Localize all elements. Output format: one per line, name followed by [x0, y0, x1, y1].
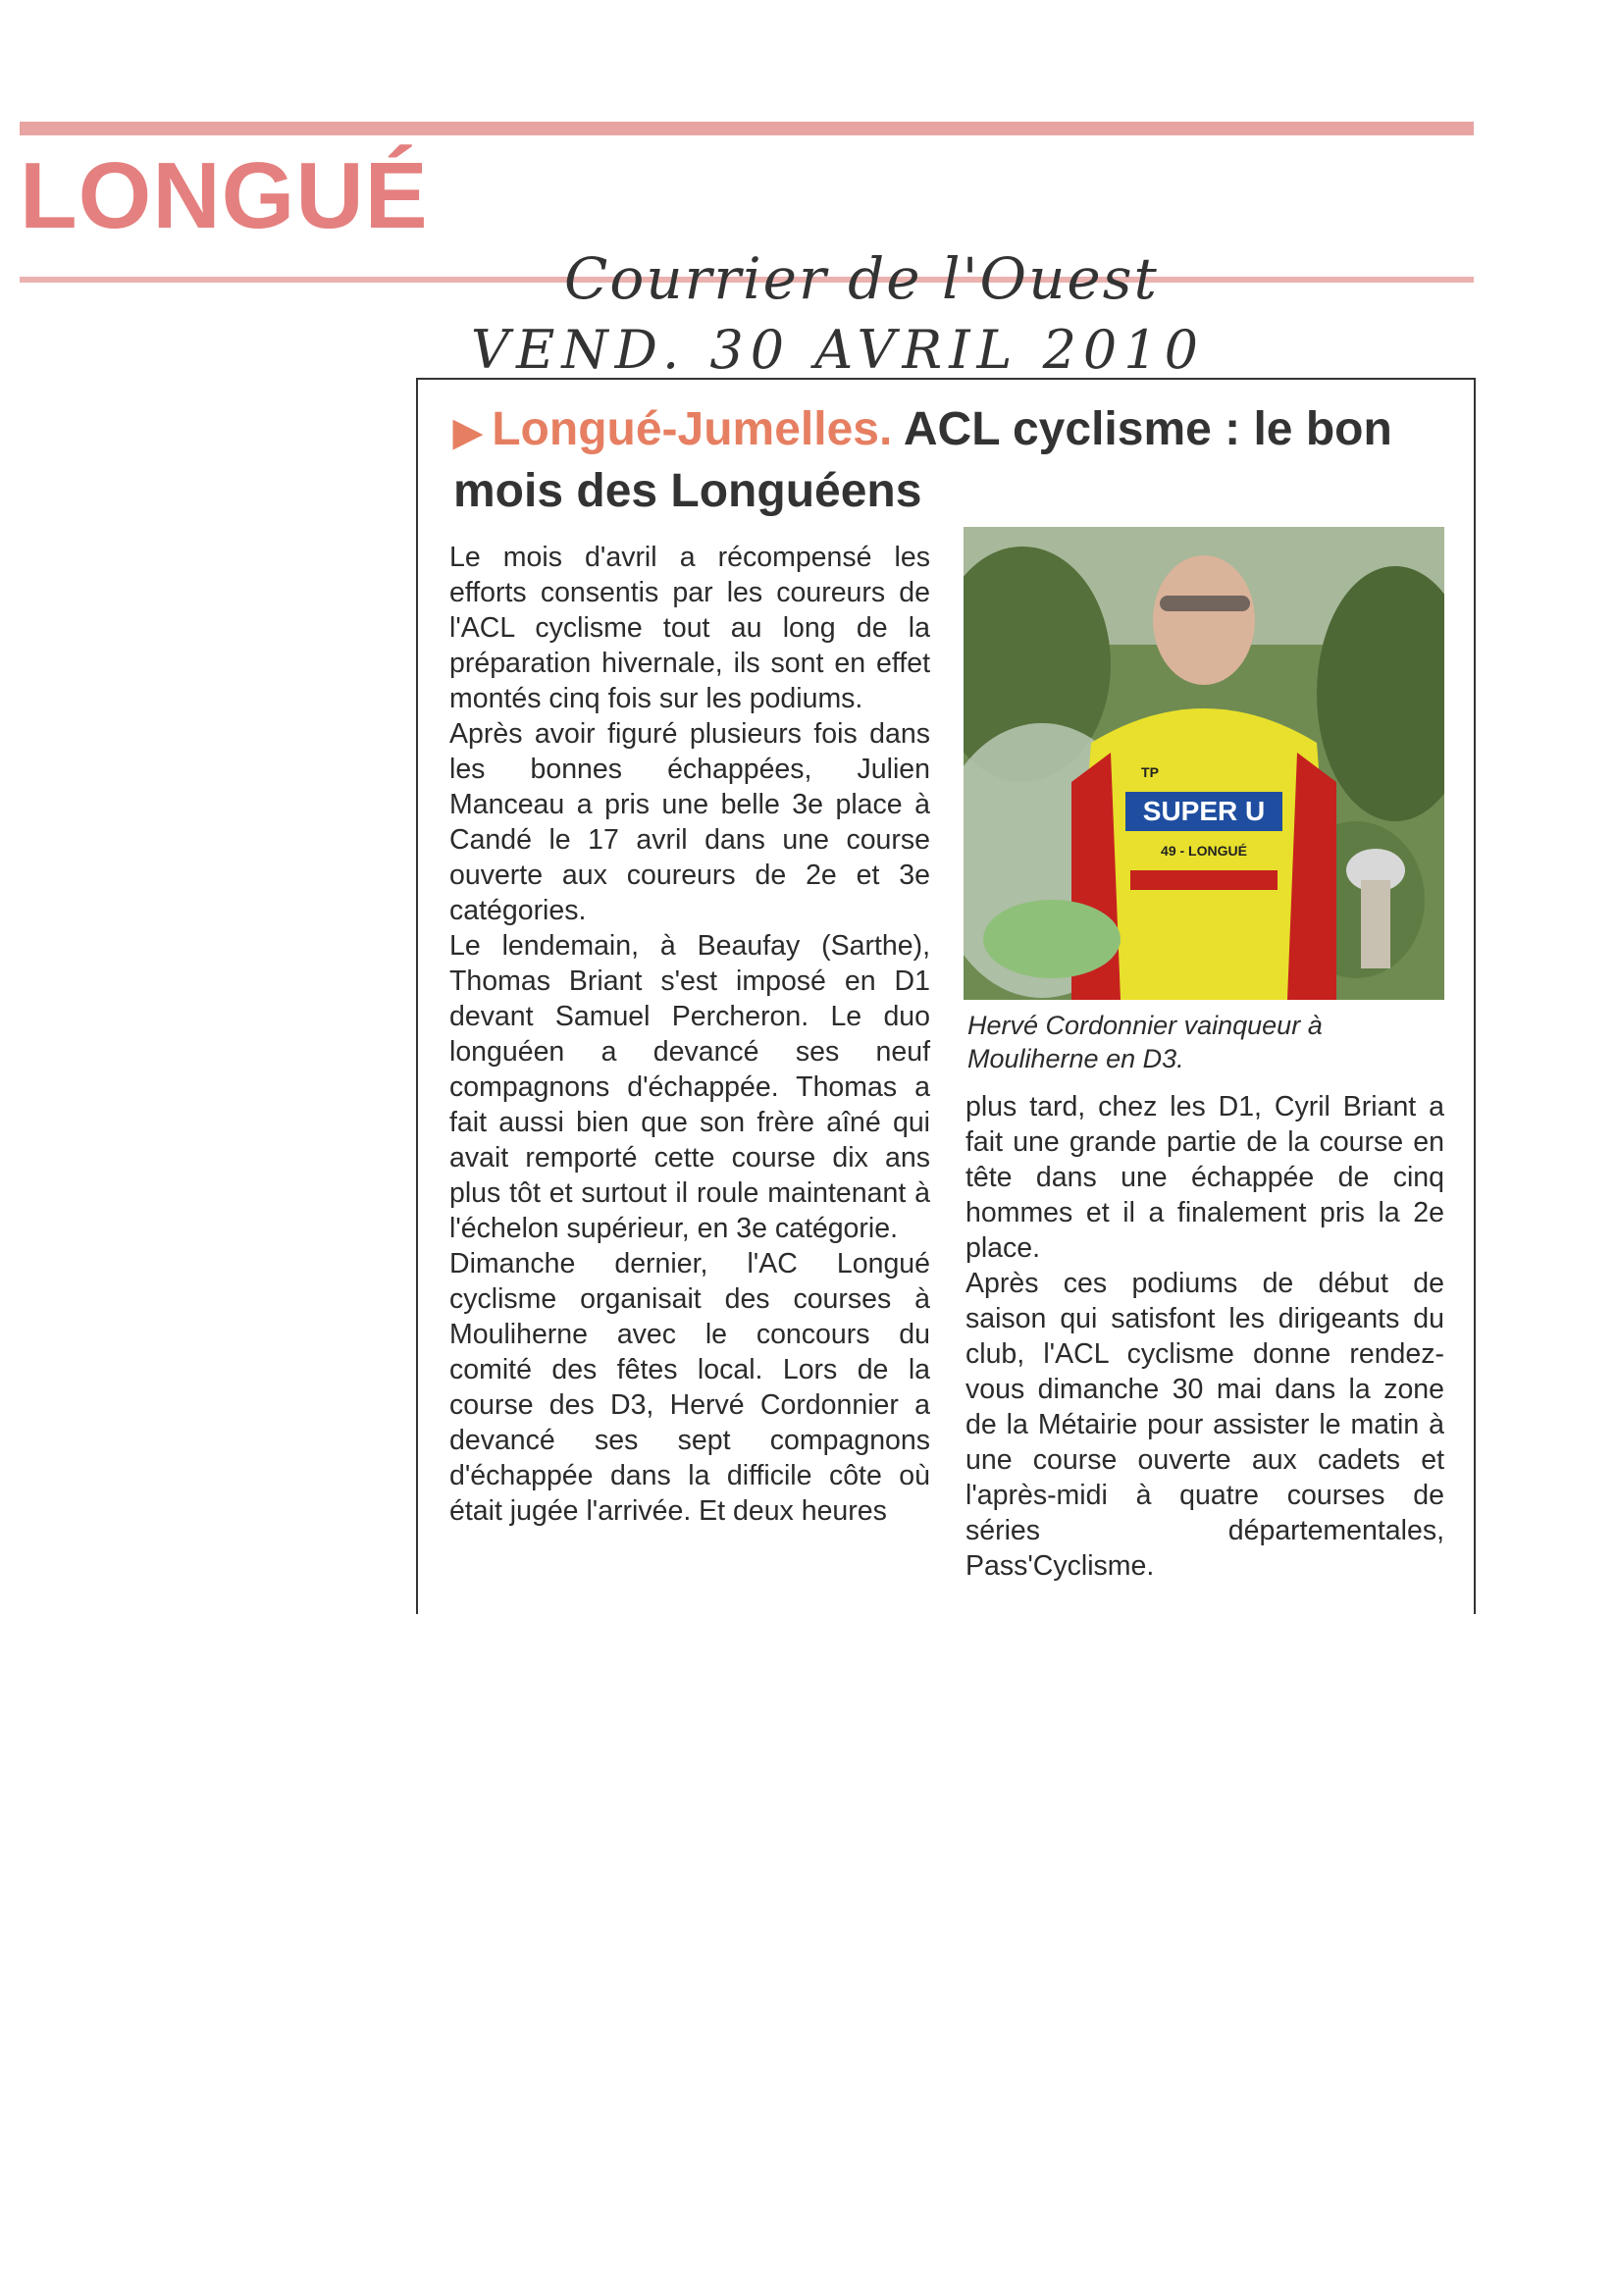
cyclist-photo — [964, 527, 1444, 1000]
handwritten-date: VEND. 30 AVRIL 2010 — [471, 319, 1205, 381]
paragraph: Après avoir figuré plusieurs fois dans les bonnes échappées, Julien Manceau a pris une belle 3e place à Candé le 17 avril dans une course ouverte aux coureurs de 2e et 3e catégories. — [449, 718, 930, 926]
article-headline — [453, 400, 1454, 521]
article-column-right — [965, 1089, 1444, 1584]
paragraph: Le mois d'avril a récompensé les efforts consentis par les coureurs de l'ACL cyclisme tout au long de la préparation hivernale, ils sont en effet montés cinq fois sur les podiums. — [449, 542, 930, 714]
headline-place: Longué-Jumelles. — [492, 403, 893, 455]
headline-text: ACL cyclisme : le bon mois des Longuéens — [453, 403, 1392, 517]
section-title: LONGUÉ — [20, 143, 429, 248]
paragraph: Après ces podiums de début de saison qui satisfont les dirigeants du club, l'ACL cyclisme donne rendez-vous dimanche 30 mai dans la zone de la Métairie pour assister le matin à une course ouverte aux cadets et l'après-midi à quatre courses de séries départementales, Pass'Cyclisme. — [965, 1268, 1444, 1582]
paragraph: plus tard, chez les D1, Cyril Briant a fait une grande partie de la course en tête dans une échappée de cinq hommes et il a finalement pris la 2e place. — [965, 1091, 1444, 1264]
article-column-left — [449, 540, 930, 1529]
triangle-arrow-icon: ▶ — [453, 412, 483, 453]
paragraph: Dimanche dernier, l'AC Longué cyclisme organisait des courses à Mouliherne avec le concours du comité des fêtes local. Lors de la course des D3, Hervé Cordonnier a devancé ses sept compagnons d'échappée dans la difficile côte où était jugée l'arrivée. Et deux heures — [449, 1248, 930, 1527]
jersey-sponsor: SUPER U — [1142, 796, 1266, 826]
jersey-small: TP — [1141, 764, 1159, 780]
paragraph: Le lendemain, à Beaufay (Sarthe), Thomas Briant s'est imposé en D1 devant Samuel Percheron. Le duo longuéen a devancé ses neuf compagnons d'échappée. Thomas a fait aussi bien que son frère aîné qui avait remporté cette course dix ans plus tôt et surtout il roule maintenant à l'échelon supérieur, en 3e catégorie. — [449, 930, 930, 1244]
handwritten-source: Courrier de l'Ouest — [564, 245, 1159, 312]
jersey-sub: 49 - LONGUÉ — [1161, 843, 1247, 859]
photo-caption: Hervé Cordonnier vainqueur à Mouliherne en D3. — [967, 1011, 1323, 1073]
